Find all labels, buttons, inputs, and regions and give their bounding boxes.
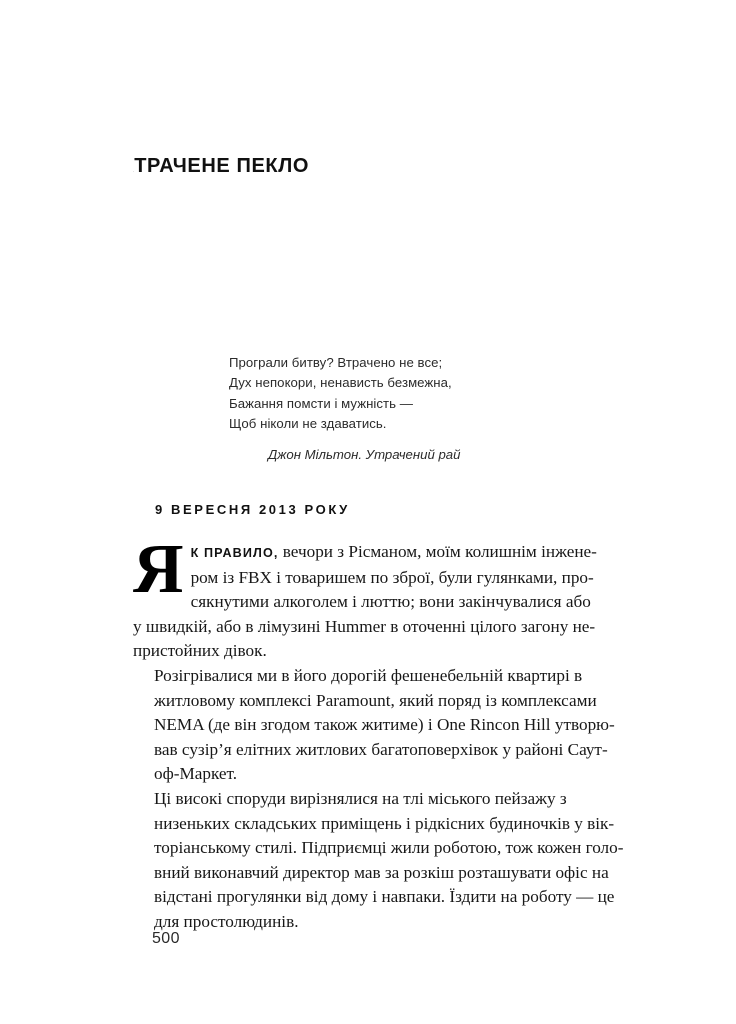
epigraph xyxy=(229,353,559,435)
text-line: вав сузір’я елітних житлових багатоповерхівок у районі Саут- xyxy=(154,739,608,759)
body-text xyxy=(133,531,624,935)
paragraph xyxy=(133,531,610,664)
epigraph-line: Щоб ніколи не здаватись. xyxy=(229,416,387,432)
epigraph-line: Програли битву? Втрачено не все; xyxy=(229,355,443,370)
page-title xyxy=(133,149,309,188)
page-number: 500 xyxy=(152,930,180,947)
text-line: житловому комплексі Paramount, який поряд із комплексами xyxy=(154,690,597,710)
text-line: ром із FBX і товаришем по зброї, були гулянками, про- xyxy=(190,567,594,587)
text-line: оф-Маркет. xyxy=(154,764,238,784)
text-line: торіанському стилі. Підприємці жили роботою, тож кожен голо- xyxy=(154,838,624,858)
drop-cap: Я xyxy=(133,531,184,608)
text-line: сякнутими алкоголем і люттю; вони закінчувалися або xyxy=(190,592,591,612)
title-initial: У xyxy=(133,171,135,173)
text-line: Розігрівалися ми в його дорогій фешенебельній квартирі в xyxy=(154,665,583,685)
epigraph-line: Бажання помсти і мужність — xyxy=(229,395,414,411)
paragraph xyxy=(133,664,615,787)
date-heading: 9 ВЕРЕСНЯ 2013 РОКУ xyxy=(155,502,350,517)
title-rest: ТРАЧЕНЕ ПЕКЛО xyxy=(134,154,309,177)
paragraph xyxy=(133,787,624,935)
epigraph-line: Дух непокори, ненависть безмежна, xyxy=(229,375,452,391)
epigraph-attribution: Джон Мільтон. Утрачений рай xyxy=(268,447,461,462)
text-line: Ці високі споруди вирізнялися на тлі міського пейзажу з xyxy=(154,788,567,808)
text-line: вний виконавчий директор мав за розкіш розташувати офіс на xyxy=(154,862,609,882)
text-line: NEMA (де він згодом також житиме) і One Rincon Hill утворю- xyxy=(154,715,615,735)
text-line: відстані прогулянки від дому і навпаки. Їздити на роботу — це xyxy=(154,887,615,907)
text-line: пристойних дівок. xyxy=(133,641,267,661)
lead-small-caps: К ПРАВИЛО, xyxy=(190,546,279,560)
text-line: у швидкій, або в лімузині Hummer в оточенні цілого загону не- xyxy=(133,616,596,636)
text-line: низеньких складських приміщень і рідкісних будиночків у вік- xyxy=(154,813,615,833)
text-line: вечори з Рісманом, моїм колишнім інжене- xyxy=(278,542,597,561)
text-line: для простолюдинів. xyxy=(154,911,299,931)
